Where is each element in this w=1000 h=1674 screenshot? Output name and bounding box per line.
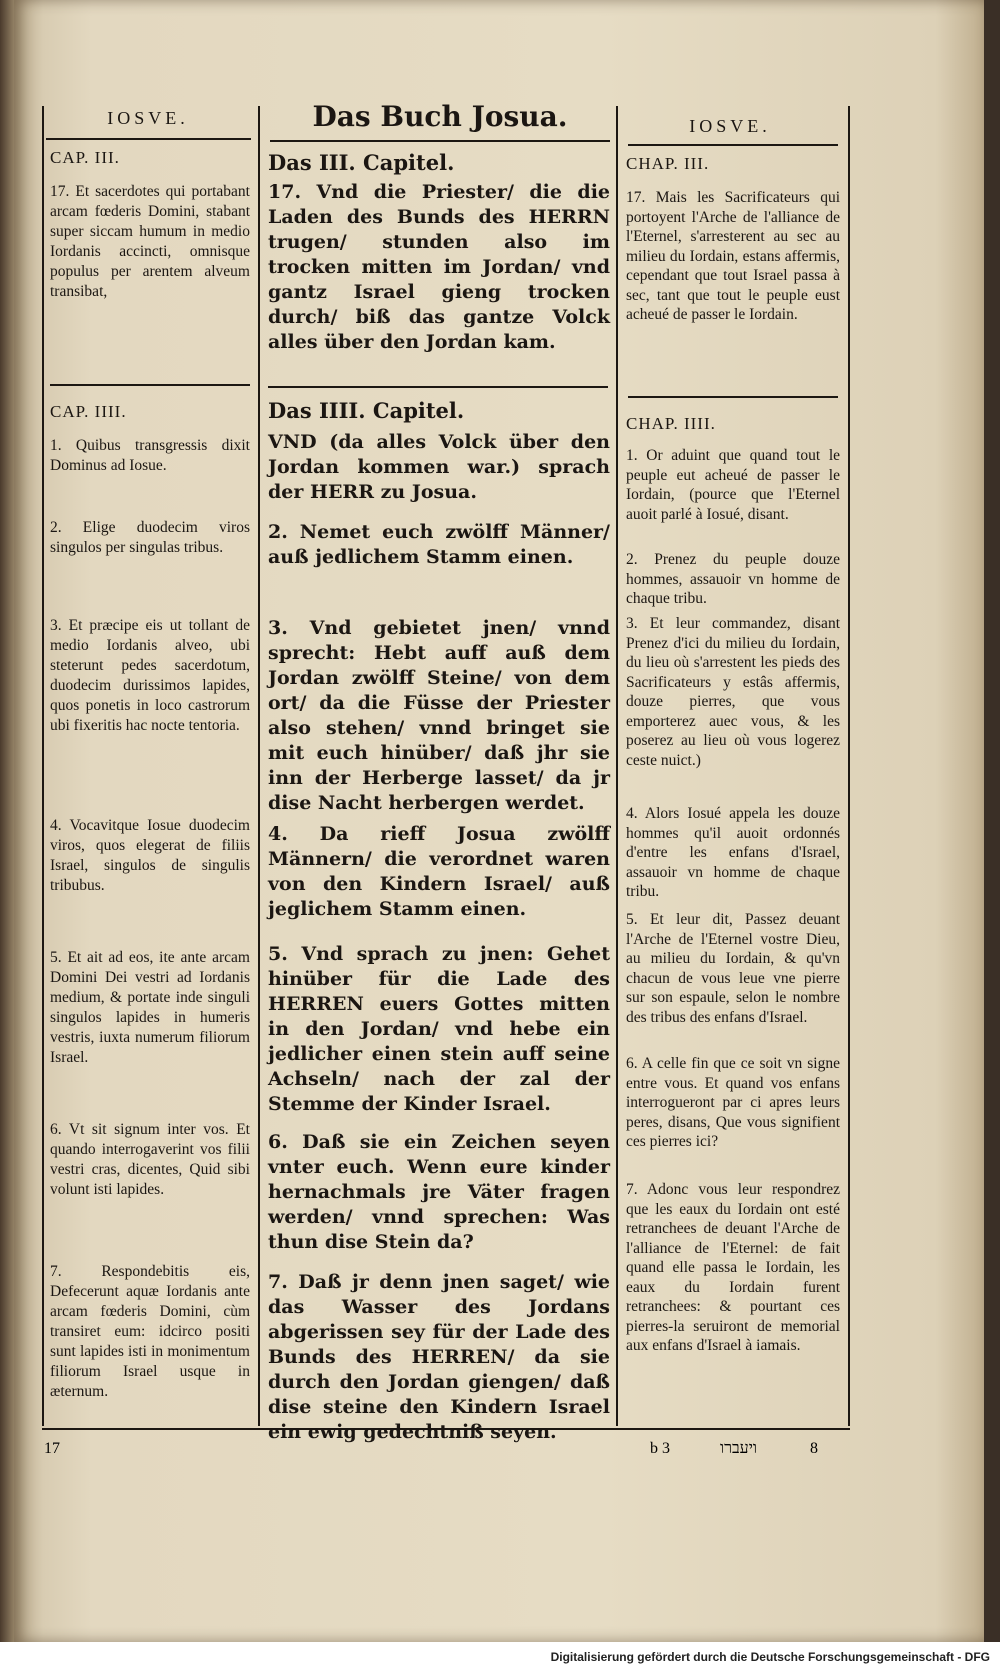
latin-chapter-3: CAP. III. bbox=[50, 148, 120, 167]
latin-verse-1: 1. Quibus transgressis dixit Dominus ad Iosue. bbox=[50, 437, 250, 474]
latin-verse-5: 5. Et ait ad eos, ite ante arcam Domini Dei vestri ad Iordanis medium, & portate inde singuli singulos lapides in humeris vestris, iuxta numerum filiorum Israel. bbox=[50, 949, 250, 1066]
french-verse-6: 6. A celle fin que ce soit vn signe entre vous. Et quand vos enfans interrogueront par ci apres leurs peres, disans, Que vous signifient ces pierres ici? bbox=[626, 1055, 840, 1150]
latin-verse-17: 17. Et sacerdotes qui portabant arcam fœderis Domini, stabant super siccam humum in medio Iordanis accincti, omnisque populus per arentem alveum transibat, bbox=[50, 183, 250, 300]
german-column bbox=[268, 150, 610, 1443]
top-rule-right bbox=[628, 144, 838, 146]
german-verse-1: VND (da alles Volck über den Jordan kommen war.) sprach der HERR zu Josua. bbox=[268, 431, 610, 503]
german-verse-5: 5. Vnd sprach zu jnen: Gehet hinüber für die Lade des HERREN euers Gottes mitten in den Jordan/ vnd hebe ein jedlicher einen stein auff seine Achseln/ nach der zal der Stemme der Kinder Israel. bbox=[268, 943, 610, 1115]
german-verse-4: 4. Da rieff Josua zwölff Männern/ die verordnet waren von den Kindern Israel/ auß jeglichem Stamm einen. bbox=[268, 823, 610, 920]
german-verse-3: 3. Vnd gebietet jnen/ vnnd sprecht: Hebt auff auß dem Jordan zwölff Steine/ von dem ort/ da die Füsse der Priester also stehen/ vnnd bringet sie mit euch hinüber/ daß jhr sie inn der Herberge lasset/ da jr dise Nacht herbergen werdet. bbox=[268, 617, 610, 814]
signature-mark: b 3 bbox=[650, 1440, 670, 1457]
hebrew-catchword: ויעברו bbox=[720, 1440, 758, 1457]
dfg-credit-text: Digitalisierung gefördert durch die Deutsche Forschungsgemeinschaft - DFG bbox=[550, 1650, 990, 1664]
header-center: Das Buch Josua. bbox=[312, 100, 568, 133]
header-right: IOSVE. bbox=[689, 116, 771, 136]
french-verse-17: 17. Mais les Sacrificateurs qui portoyent l'Arche de l'alliance de l'Eternel, s'arresterent au sec au milieu du Iordain, estans affermis, cependant que tout Israel passa à sec, tant que tout le peuple eust acheué de passer le Iordain. bbox=[626, 189, 840, 323]
col-divider-1 bbox=[258, 106, 260, 1426]
header-left: IOSVE. bbox=[107, 108, 189, 128]
french-verse-5: 5. Et leur dit, Passez deuant l'Arche de l'Eternel vostre Dieu, au milieu du Iordain, & qu'vn chacun de vous leue vne pierre sur son espaule, selon le nombre des tribus des enfans d'Israel. bbox=[626, 911, 840, 1026]
french-column bbox=[626, 154, 840, 1424]
german-verse-7: 7. Daß jr denn jnen saget/ wie das Wasser des Jordans abgerissen sey für der Lade des Bunds des HERREN/ da sie durch den Jordan giengen/ daß dise steine den Kindern Israel ein ewig gedechtniß seyen. bbox=[268, 1271, 610, 1443]
latin-verse-2: 2. Elige duodecim viros singulos per singulas tribus. bbox=[50, 519, 250, 556]
page-number-left: 17 bbox=[44, 1440, 60, 1457]
latin-verse-6: 6. Vt sit signum inter vos. Et quando interrogaverint vos filii vestri cras, dicentes, Quid sibi volunt isti lapides. bbox=[50, 1121, 250, 1198]
outer-right-border bbox=[848, 106, 850, 1426]
top-rule-left bbox=[46, 138, 251, 140]
german-verse-17: 17. Vnd die Priester/ die die Laden des Bunds des HERRN trugen/ stunden also im trocken mitten im Jordan/ vnd gantz Israel gieng trocken durch/ biß das gantze Volck alles über den Jordan kam. bbox=[268, 181, 610, 353]
latin-verse-3: 3. Et præcipe eis ut tollant de medio Iordanis alveo, ubi steterunt pedes sacerdotum, duodecim durissimos lapides, quos ponetis in loco castrorum ubi fixeritis hac nocte tentoria. bbox=[50, 617, 250, 734]
latin-verse-4: 4. Vocavitque Iosue duodecim viros, quos elegerat de filiis Israel, singulos de singulis tribubus. bbox=[50, 817, 250, 894]
french-verse-1: 1. Or aduint que quand tout le peuple eut acheué de passer le Iordain, (pource que l'Eternel auoit parlé à Iosué, disant. bbox=[626, 447, 840, 523]
dfg-credit-bar bbox=[0, 1642, 1000, 1674]
latin-column bbox=[50, 148, 250, 1418]
latin-verse-7: 7. Respondebitis eis, Defecerunt aquæ Iordanis ante arcam fœderis Domini, cùm transiret eum: idcirco positi sunt lapides isti in monimentum filiorum Israel usque in æternum. bbox=[50, 1263, 250, 1400]
col-divider-2 bbox=[616, 106, 618, 1426]
latin-chapter-4: CAP. IIII. bbox=[50, 402, 127, 421]
outer-left-border bbox=[42, 106, 44, 1426]
french-verse-4: 4. Alors Iosué appela les douze hommes qu'il auoit ordonnés d'entre les enfans d'Israel, assauoir vn homme de chaque tribu. bbox=[626, 805, 840, 900]
page-number-right: 8 bbox=[810, 1440, 818, 1457]
french-verse-2: 2. Prenez du peuple douze hommes, assauoir vn homme de chaque tribu. bbox=[626, 551, 840, 607]
german-verse-6: 6. Daß sie ein Zeichen seyen vnter euch. Wenn eure kinder hernachmals jre Väter fragen werden/ vnnd sprechen: Was thun dise Stein da? bbox=[268, 1131, 610, 1253]
top-rule-center bbox=[270, 140, 610, 142]
german-chapter-3: Das III. Capitel. bbox=[268, 150, 455, 175]
french-chapter-3: CHAP. III. bbox=[626, 154, 710, 173]
french-chapter-4: CHAP. IIII. bbox=[626, 414, 716, 433]
german-chapter-4: Das IIII. Capitel. bbox=[268, 398, 465, 423]
french-verse-3: 3. Et leur commandez, disant Prenez d'ici du milieu du Iordain, du lieu où s'arrestent les pieds des Sacrificateurs y estâs affermis, douze pierres, que vous emporterez auec vous, & les poserez au lieu où vous logerez ceste nuict.) bbox=[626, 615, 840, 769]
german-verse-2: 2. Nemet euch zwölff Männer/ auß jedlichem Stamm einen. bbox=[268, 521, 610, 568]
french-verse-7: 7. Adonc vous leur respondrez que les eaux du Iordain ont esté retranchees de deuant l'Arche de l'alliance de l'Eternel: de fait quand elle passa le Iordain, les eaux du Iordain furent retranchees: & pourtant ces pierres-la seruiront de memorial aux enfans d'Israel à iamais. bbox=[626, 1181, 840, 1354]
